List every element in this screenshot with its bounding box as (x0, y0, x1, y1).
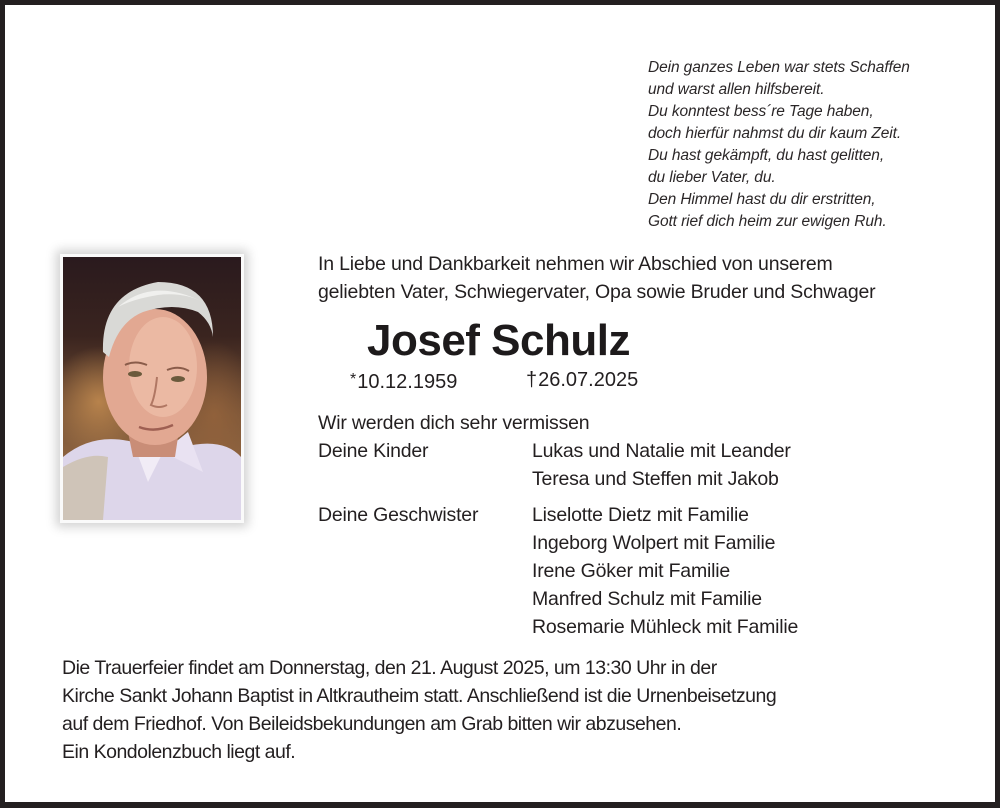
mourner-names (532, 437, 791, 493)
service-line: Kirche Sankt Johann Baptist in Altkrautheim statt. Anschließend ist die Urnenbeisetzung (62, 685, 777, 707)
death-date-value: 26.07.2025 (538, 369, 639, 391)
birth-date-value: 10.12.1959 (357, 371, 458, 393)
mourner-name: Teresa und Steffen mit Jakob (532, 468, 779, 490)
cross-icon: † (526, 369, 538, 391)
service-line: auf dem Friedhof. Von Beileidsbekundungen am Grab bitten wir abzusehen. (62, 713, 682, 735)
poem-line: Du konntest bess´re Tage haben, (648, 103, 874, 120)
service-line: Ein Kondolenzbuch liegt auf. (62, 741, 296, 763)
funeral-service-info (62, 654, 776, 766)
mourners-heading: Wir werden dich sehr vermissen (318, 412, 590, 434)
mourner-name: Lukas und Natalie mit Leander (532, 440, 791, 462)
poem-line: doch hierfür nahmst du dir kaum Zeit. (648, 125, 902, 142)
mourner-group-siblings (318, 501, 798, 641)
mourner-name: Rosemarie Mühleck mit Familie (532, 616, 799, 638)
mourner-names (532, 501, 798, 641)
mourner-name: Irene Göker mit Familie (532, 560, 731, 582)
poem-line: Den Himmel hast du dir erstritten, (648, 191, 876, 208)
deceased-name: Josef Schulz (367, 316, 630, 365)
mourner-group-label: Deine Kinder (318, 440, 429, 462)
service-line: Die Trauerfeier findet am Donnerstag, den 21. August 2025, um 13:30 Uhr in der (62, 657, 717, 679)
poem (648, 57, 910, 233)
mourner-name: Liselotte Dietz mit Familie (532, 504, 749, 526)
birth-star-icon: * (350, 371, 357, 388)
poem-line: Gott rief dich heim zur ewigen Ruh. (648, 213, 887, 230)
portrait-photo (63, 257, 241, 520)
intro-text (318, 250, 875, 306)
mourner-group-children (318, 437, 798, 493)
poem-line: Dein ganzes Leben war stets Schaffen (648, 59, 910, 76)
mourners (318, 409, 798, 641)
birth-date (350, 367, 457, 395)
poem-line: und warst allen hilfsbereit. (648, 81, 825, 98)
mourner-group-label: Deine Geschwister (318, 504, 479, 526)
portrait-illustration (63, 257, 241, 520)
photo-frame (60, 254, 244, 523)
death-date (526, 367, 638, 393)
poem-line: Du hast gekämpft, du hast gelitten, (648, 147, 885, 164)
intro-line: geliebten Vater, Schwiegervater, Opa sowie Bruder und Schwager (318, 281, 876, 303)
mourner-name: Ingeborg Wolpert mit Familie (532, 532, 776, 554)
mourner-name: Manfred Schulz mit Familie (532, 588, 762, 610)
intro-line: In Liebe und Dankbarkeit nehmen wir Abschied von unserem (318, 253, 833, 275)
poem-line: du lieber Vater, du. (648, 169, 776, 186)
